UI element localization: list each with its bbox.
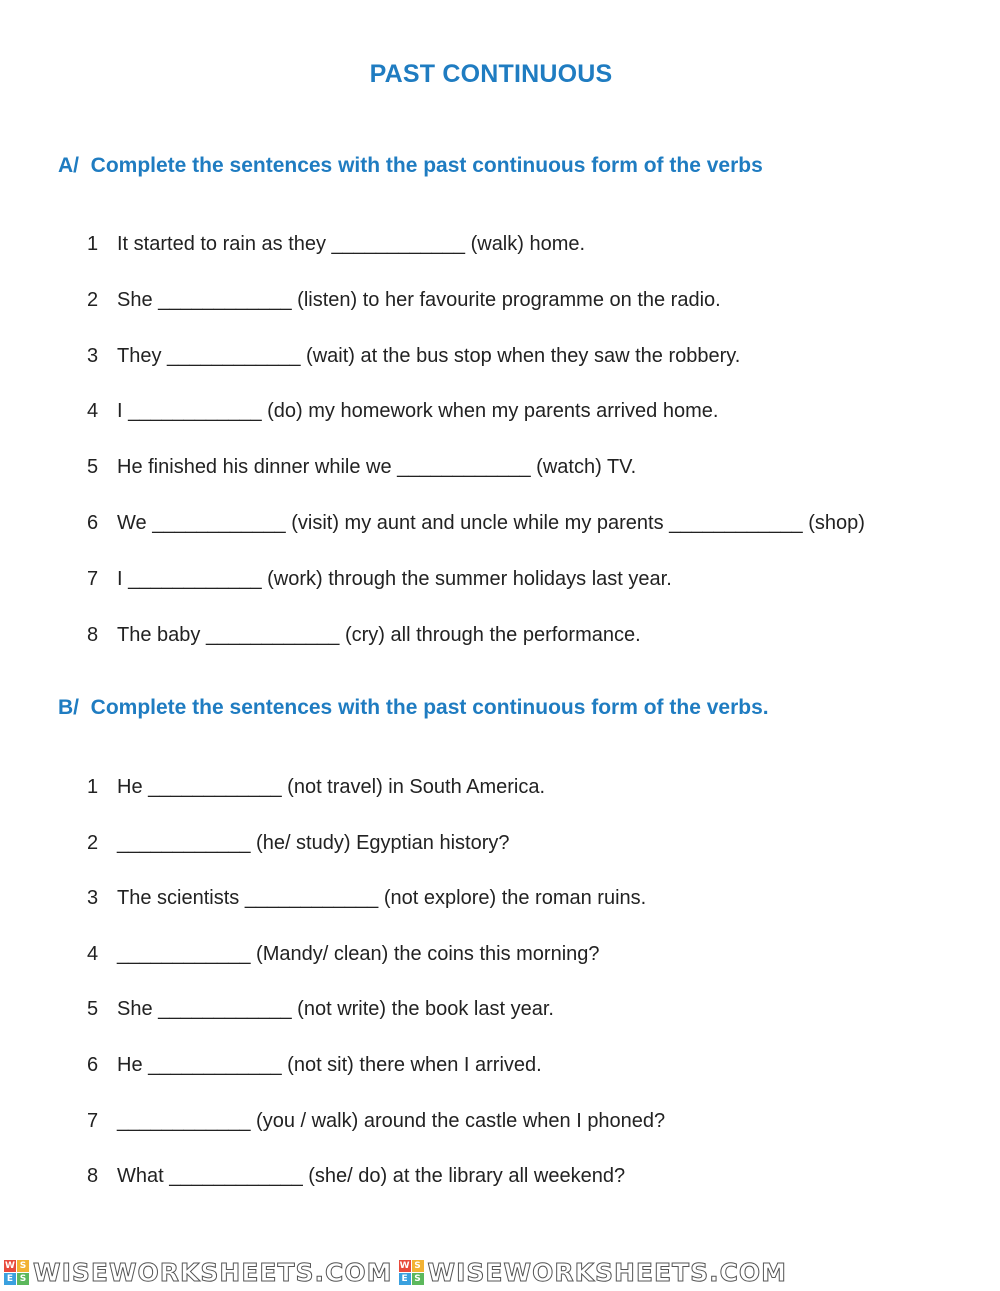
item-sentence: What ____________ (she/ do) at the library all weekend? bbox=[117, 1165, 626, 1188]
item-number: 6 bbox=[87, 1054, 99, 1076]
item-sentence: We ____________ (visit) my aunt and uncle while my parents ____________ (shop) bbox=[117, 512, 865, 534]
item-number: 6 bbox=[87, 512, 99, 534]
item-number: 7 bbox=[87, 1109, 99, 1132]
item-sentence: She ____________ (listen) to her favourite programme on the radio. bbox=[117, 288, 721, 311]
item-sentence: She ____________ (not write) the book last year. bbox=[117, 998, 554, 1021]
item-sentence: He ____________ (not travel) in South America. bbox=[117, 776, 546, 798]
item-number: 8 bbox=[87, 623, 99, 646]
item-number: 5 bbox=[87, 456, 99, 479]
item-number: 2 bbox=[87, 831, 99, 854]
logo-icon: W S E S bbox=[399, 1260, 424, 1285]
footer-watermark bbox=[0, 1254, 1000, 1290]
item-sentence: He finished his dinner while we ____________ (watch) TV. bbox=[117, 456, 637, 479]
item-number: 4 bbox=[87, 942, 99, 965]
logo bbox=[4, 1258, 393, 1287]
item-number: 1 bbox=[87, 233, 99, 255]
logo-icon: W S E S bbox=[4, 1260, 29, 1285]
item-number: 5 bbox=[87, 998, 99, 1021]
item-sentence: The scientists ____________ (not explore) the roman ruins. bbox=[117, 887, 647, 910]
item-sentence: The baby ____________ (cry) all through the performance. bbox=[117, 623, 641, 646]
logo bbox=[399, 1258, 788, 1287]
item-sentence: ____________ (you / walk) around the castle when I phoned? bbox=[117, 1109, 666, 1132]
item-sentence: ____________ (he/ study) Egyptian history? bbox=[117, 831, 510, 854]
page-title: PAST CONTINUOUS bbox=[369, 60, 613, 88]
logo-text: WISEWORKSHEETS.COM bbox=[33, 1257, 393, 1287]
item-sentence: It started to rain as they ____________ (walk) home. bbox=[117, 233, 586, 255]
item-number: 3 bbox=[87, 887, 99, 910]
section-a-heading: A/ Complete the sentences with the past continuous form of the verbs bbox=[58, 154, 763, 177]
item-number: 4 bbox=[87, 400, 99, 423]
item-sentence: He ____________ (not sit) there when I arrived. bbox=[117, 1054, 542, 1076]
item-number: 3 bbox=[87, 344, 99, 367]
item-number: 1 bbox=[87, 776, 99, 798]
item-sentence: ____________ (Mandy/ clean) the coins this morning? bbox=[117, 942, 600, 965]
item-number: 2 bbox=[87, 288, 99, 311]
item-number: 8 bbox=[87, 1165, 99, 1188]
item-sentence: I ____________ (work) through the summer holidays last year. bbox=[117, 567, 672, 590]
item-sentence: I ____________ (do) my homework when my parents arrived home. bbox=[117, 400, 719, 423]
logo-text: WISEWORKSHEETS.COM bbox=[427, 1257, 788, 1287]
item-sentence: They ____________ (wait) at the bus stop when they saw the robbery. bbox=[117, 344, 741, 367]
section-b-heading: B/ Complete the sentences with the past continuous form of the verbs. bbox=[58, 696, 769, 719]
item-number: 7 bbox=[87, 567, 99, 590]
